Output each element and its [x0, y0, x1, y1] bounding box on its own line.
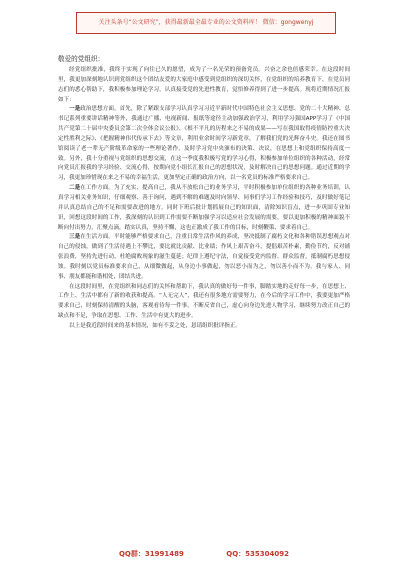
paragraph-text: 在生活方面。平时能够严格要求自己，注重日常生活作风的养成，坚决抵制了腐朽文化和各种错误思想观点对自己的侵蚀，做到了生活待遇上不攀比，要比就比贡献、比业绩；作风上艰苦奋斗，提倡艰苦朴素，勤俭节约，反对铺张浪费，坚持先进行动，杜绝腐败现象的滋生蔓延；纪律上遵纪守法，自觉接受党内监督、群众监督，抵制腐朽思想侵蚀。我时刻以党员标准要求自己，从细微做起，从身边小事做起，勿以恶小而为之，勿以善小而不为。我与家人、同事、朋友都能和谐相处，团结共进。 [58, 234, 351, 280]
paragraph-intro [58, 66, 350, 105]
header-banner [76, 12, 336, 34]
document-body [58, 54, 350, 332]
footer-qq: QQ：535304092 [226, 550, 290, 558]
closing-line: 以上是我近段时间来的基本情况，如有不妥之处，恳请组织批评指正。 [69, 322, 241, 329]
banner-text: 关注头条号“公文研究”，获得最新最全最专业的公文资料库！ 微信：gongwenyj [98, 19, 314, 26]
paragraph-work [58, 184, 350, 233]
paragraph-text: 政治思想方面。首先，除了紧跟支部学习认真学习习近平新时代中国特色社会主义思想、党的二十大精神、总书记系列重要讲话精神等外，我通过广播、电视新闻、报纸等途径主动加强政治学习，利用学习强国APP学习了《中国共产党第二十届中央委员会第二次全体会议公报》、《根不平凡的历程来之不易的成果——写在我国取得疫情防控重大决定性胜利之际》、《把握精神伟代传承下去》等文章，利用业余时间学习新党章，了解我们党的光辉奋斗史。我还在图书馆阅读了老一辈无产阶级革命家的一些理论著作，及时学习党中央颁布的决策、决议，在思想上和党组织保持高度一致。另外，我十分重视与党组织的思想交流，在这一季度我积极写党的学习心得，积极参加单位组织的各种活动，经常向党员汇报我的学习经验、交流心得，按期向党小组长汇报自己的思想状况，及时解决自己的思想问题。通过近期的学习，我更加珍惜现在来之不易的幸福生活，更加坚定正确的政治方向，以一名党员的标准严格要求自己。 [58, 106, 351, 182]
paragraph-summary [58, 283, 350, 322]
footer-contact [0, 549, 408, 559]
paragraph-lead: 三是 [69, 234, 81, 241]
paragraph-lead: 一是 [69, 106, 81, 113]
paragraph-life [58, 233, 350, 282]
paragraph-text: 在这段时间里，在党组织和同志们的关怀和帮助下，我认真的做好每一件事，脚踏实地的走好每一步，在思想上、工作上、生活中都有了新的收获和提高。“人无完人”，我还有很多地方需要努力，在今后的学习工作中，我要更加严格要求自己，时刻保持清醒的头脑，客观看待每一件事，不断反省自己，虚心向身边先进人物学习，继续努力改正自己的缺点和不足，争取在思想、工作、生活中有更大的进步。 [58, 283, 350, 320]
paragraph-lead: 二是 [69, 185, 81, 192]
salutation: 敬爱的党组织： [58, 55, 105, 63]
paragraph-political [58, 105, 350, 184]
paragraph-text: 经党组织批准，我终于实现了向往已久的愿望，成为了一名光荣的预备党员。兴奋之余也倍感荣幸。在这段时间里，我更加深刻地认识到党组织这个团结友爱的大家庭中感受到党组织的深切关怀，在党组织的培养教育下，在党员同志们的悉心帮助下，我积极参加理论学习，认真接受党的先进性教育，觉悟修养得到了进一步提高。现将近期情况汇报如下： [58, 67, 350, 103]
footer-qq-group: QQ群：31991489 [118, 550, 184, 558]
paragraph-text: 在工作方面。为了充实、提高自己，我从不放松自己的业务学习，平时积极参加单位组织的各种业务培训，认真学习相关业务知识，仔细观察、善于询问，遇到不解的难题及时向领导、同事们学习工作经验和技巧，及时做好笔记并认真总结自己的不足和需要改进的地方。同时下班后批计划抓展自己的知识面，清除知识盲点，进一步巩固专业知识，回想这段时间的工作，我深刻的认识到工作需要不断加强学习以适应社会发展的需要，要以更加积极的精神面貌不断向付出努力，汇聚点滴，踏实认真，坚持不懈，这也正激成了我工作的目标，时刻鞭策、要求着自己。 [58, 185, 351, 231]
